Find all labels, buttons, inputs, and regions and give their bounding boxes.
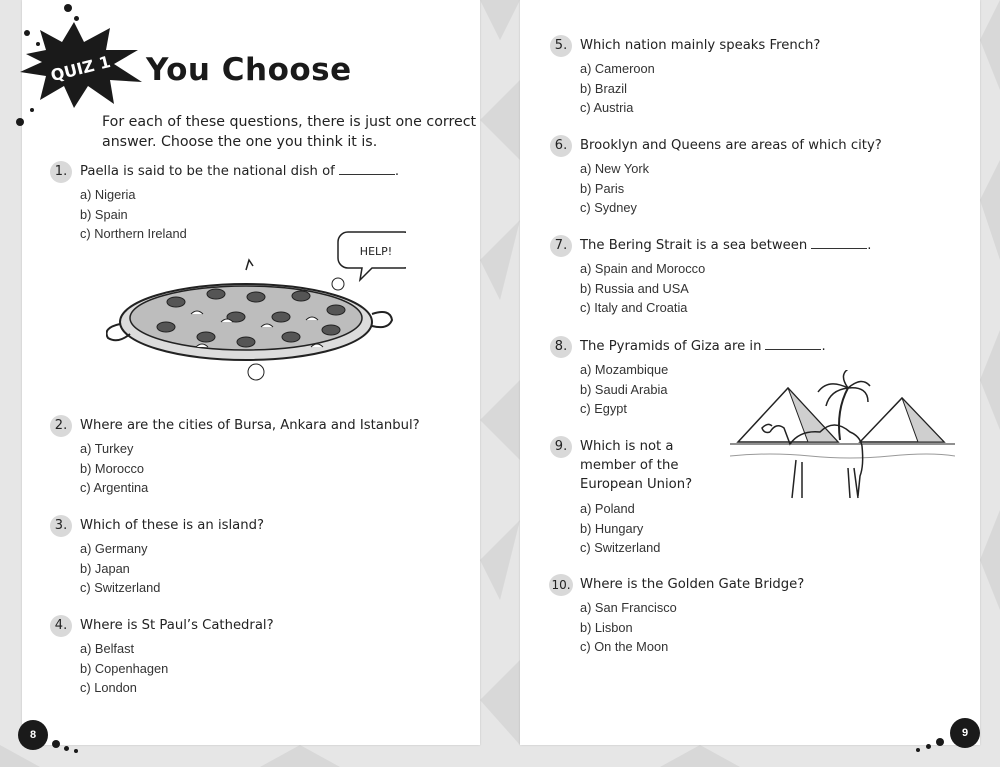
- option[interactable]: b) Lisbon: [580, 619, 633, 635]
- options-list: [580, 259, 705, 318]
- page-number-left: 8: [18, 720, 48, 750]
- question-number: 8.: [550, 336, 572, 358]
- question-text: Which of these is an island?: [80, 518, 264, 533]
- option[interactable]: c) Switzerland: [80, 580, 161, 595]
- option[interactable]: a) Spain and Morocco: [580, 261, 706, 276]
- option[interactable]: a) New York: [580, 161, 649, 176]
- option[interactable]: a) Poland: [580, 501, 635, 516]
- option[interactable]: c) Sydney: [580, 200, 637, 215]
- paella-pan-illustration: [106, 222, 406, 392]
- option[interactable]: b) Morocco: [80, 460, 145, 476]
- option[interactable]: a) Cameroon: [580, 61, 655, 76]
- options-list: [580, 499, 660, 558]
- question-number: 1.: [50, 161, 72, 183]
- decorative-dot: [926, 744, 931, 749]
- decorative-dot: [52, 740, 60, 748]
- options-list: [580, 159, 649, 218]
- quiz-badge: [18, 20, 148, 110]
- decorative-dot: [36, 42, 40, 46]
- question-text: Where are the cities of Bursa, Ankara and Istanbul?: [80, 418, 420, 433]
- options-list: [80, 639, 168, 698]
- options-list: [580, 59, 655, 118]
- question-text: Brooklyn and Queens are areas of which city?: [580, 138, 882, 153]
- option[interactable]: c) Switzerland: [580, 540, 661, 555]
- intro-text: For each of these questions, there is just one correct answer. Choose the one you think it is.: [102, 114, 477, 150]
- page-number-right: 9: [950, 718, 980, 748]
- option[interactable]: b) Paris: [580, 180, 625, 196]
- question-number: 3.: [50, 515, 72, 537]
- decorative-dot: [24, 30, 30, 36]
- question-text: The Pyramids of Giza are in .: [580, 339, 826, 354]
- quiz-badge-label: QUIZ 1: [48, 51, 113, 86]
- decorative-dot: [936, 738, 944, 746]
- option[interactable]: c) On the Moon: [580, 639, 669, 654]
- answer-blank: [811, 236, 867, 249]
- option[interactable]: b) Hungary: [580, 520, 644, 536]
- option[interactable]: b) Brazil: [580, 80, 627, 96]
- option[interactable]: b) Russia and USA: [580, 280, 689, 296]
- options-list: [80, 439, 148, 498]
- option[interactable]: c) London: [80, 680, 137, 695]
- options-list: [580, 360, 668, 419]
- question-number: 7.: [550, 235, 572, 257]
- page-title: You Choose: [146, 52, 352, 88]
- option[interactable]: c) Northern Ireland: [80, 226, 187, 241]
- option[interactable]: a) San Francisco: [580, 600, 677, 615]
- question-text: Where is the Golden Gate Bridge?: [580, 577, 805, 592]
- option[interactable]: b) Japan: [80, 560, 130, 576]
- options-list: [80, 539, 160, 598]
- pyramids-camel-illustration: [730, 370, 955, 505]
- question-text: Which is not a member of the European Union?: [580, 439, 693, 492]
- decorative-dot: [64, 746, 69, 751]
- question-number: 6.: [550, 135, 572, 157]
- option[interactable]: c) Italy and Croatia: [580, 300, 688, 315]
- right-page: [520, 0, 980, 745]
- answer-blank: [339, 162, 395, 175]
- option[interactable]: b) Spain: [80, 206, 128, 222]
- question-number: 2.: [50, 415, 72, 437]
- option[interactable]: a) Nigeria: [80, 187, 136, 202]
- speech-bubble-text: HELP!: [359, 245, 393, 258]
- option[interactable]: c) Egypt: [580, 401, 627, 416]
- option[interactable]: c) Argentina: [80, 480, 149, 495]
- option[interactable]: a) Turkey: [80, 441, 134, 456]
- option[interactable]: c) Austria: [580, 100, 634, 115]
- question-number: 10.: [549, 574, 573, 596]
- question-number: 5.: [550, 35, 572, 57]
- question-text: Which nation mainly speaks French?: [580, 38, 821, 53]
- decorative-dot: [74, 749, 78, 753]
- decorative-dot: [74, 16, 79, 21]
- option[interactable]: a) Belfast: [80, 641, 135, 656]
- question-number: 9.: [550, 436, 572, 458]
- decorative-dot: [64, 4, 72, 12]
- option[interactable]: b) Saudi Arabia: [580, 381, 668, 397]
- question-number: 4.: [50, 615, 72, 637]
- decorative-dot: [16, 118, 24, 126]
- answer-blank: [765, 337, 821, 350]
- option[interactable]: a) Germany: [80, 541, 148, 556]
- decorative-dot: [30, 108, 34, 112]
- option[interactable]: a) Mozambique: [580, 362, 669, 377]
- option[interactable]: b) Copenhagen: [80, 660, 169, 676]
- left-page: [22, 0, 480, 745]
- question-text: Where is St Paul’s Cathedral?: [80, 618, 274, 633]
- question-text: The Bering Strait is a sea between .: [580, 238, 872, 253]
- question-text: Paella is said to be the national dish of .: [80, 164, 400, 179]
- options-list: [580, 598, 677, 657]
- decorative-dot: [916, 748, 920, 752]
